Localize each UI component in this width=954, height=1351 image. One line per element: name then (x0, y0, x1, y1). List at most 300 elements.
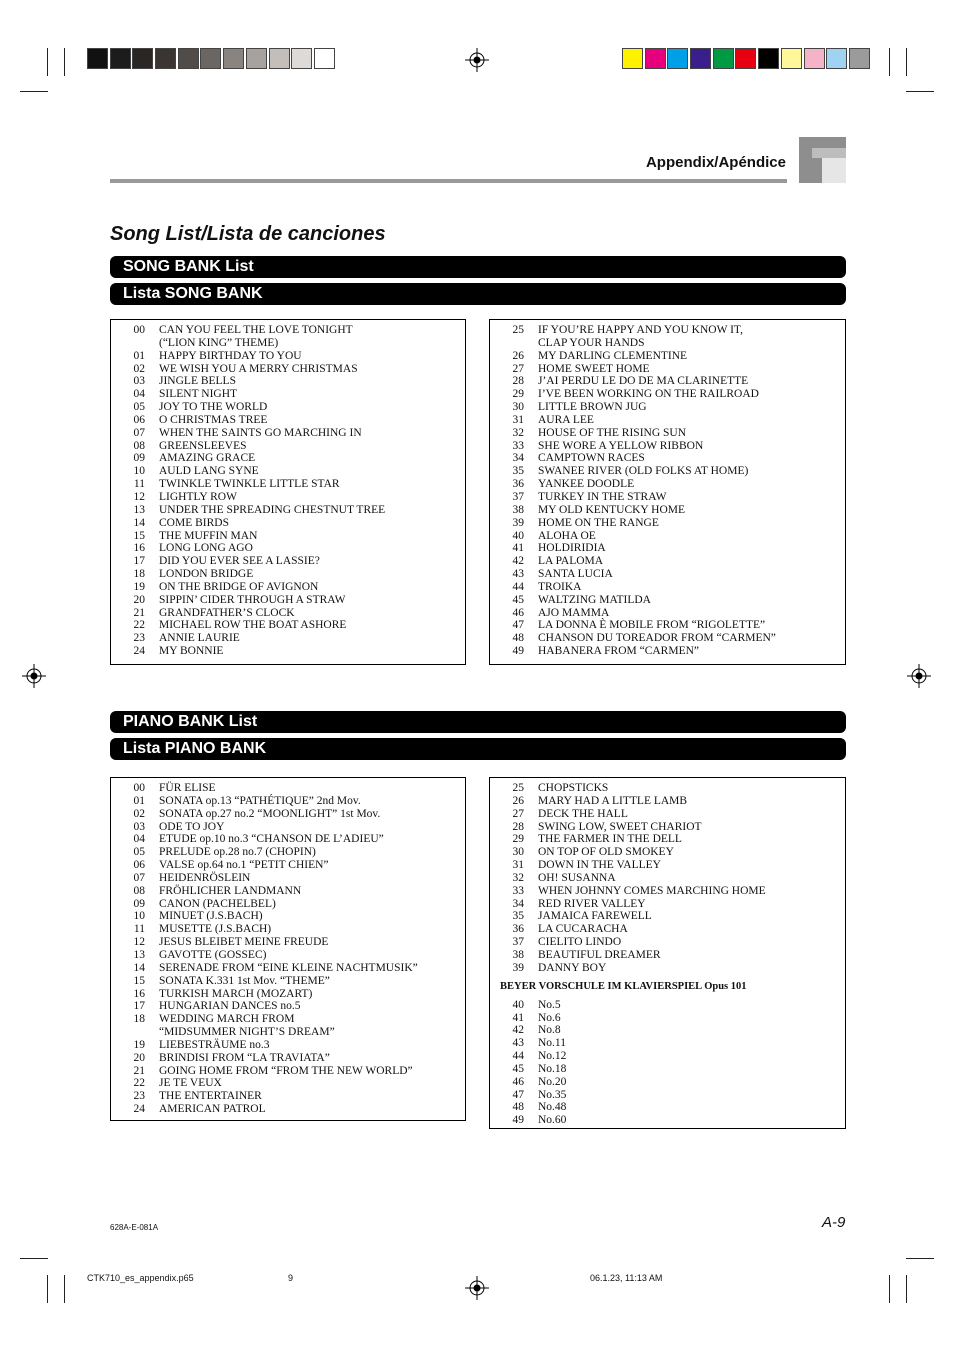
list-item (111, 1013, 465, 1026)
item-number: 46 (512, 1075, 524, 1088)
list-item (111, 949, 465, 962)
list-item (490, 363, 845, 376)
item-title: No.60 (538, 1114, 567, 1127)
item-title: ALOHA OE (538, 529, 596, 542)
item-number: 07 (133, 871, 145, 884)
list-item (111, 504, 465, 517)
color-swatch (645, 48, 666, 69)
color-swatch (178, 48, 199, 69)
item-number: 23 (133, 632, 145, 645)
piano-list-box-left (110, 777, 466, 1121)
item-title: HOLDIRIDIA (538, 542, 606, 555)
item-number: 22 (133, 619, 145, 632)
item-number: 12 (133, 490, 145, 503)
color-swatch (110, 48, 131, 69)
item-number: 38 (512, 948, 524, 961)
list-item (490, 324, 845, 337)
list-item (111, 324, 465, 337)
item-title: LA DONNA È MOBILE FROM “RIGOLETTE” (538, 619, 766, 632)
item-title: AJO MAMMA (538, 606, 610, 619)
list-item (490, 388, 845, 401)
corner-tab (822, 158, 846, 183)
item-title: No.5 (538, 998, 561, 1011)
sheet-number: 9 (288, 1273, 294, 1283)
item-number: 19 (133, 1038, 145, 1051)
list-item (490, 885, 845, 898)
list-item (490, 872, 845, 885)
list-item (111, 427, 465, 440)
list-item (111, 833, 465, 846)
crop-mark (64, 48, 65, 76)
color-swatch (826, 48, 847, 69)
list-item (490, 645, 845, 658)
item-title: AMERICAN PATROL (159, 1103, 266, 1116)
crop-mark (889, 1275, 890, 1303)
item-title: MUSETTE (J.S.BACH) (159, 923, 272, 936)
item-number: 00 (133, 782, 145, 794)
list-item (490, 607, 845, 620)
list-item (490, 337, 845, 350)
list-item (490, 440, 845, 453)
item-title: IF YOU’RE HAPPY AND YOU KNOW IT, (538, 324, 743, 336)
item-title: LONDON BRIDGE (159, 568, 254, 581)
item-title: No.20 (538, 1075, 567, 1088)
item-title: SILENT NIGHT (159, 388, 238, 401)
list-item (490, 808, 845, 821)
list-item (111, 1000, 465, 1013)
item-number: 37 (512, 490, 524, 503)
item-title: MARY HAD A LITTLE LAMB (538, 794, 688, 807)
song-bank-band: SONG BANK List (110, 256, 846, 278)
item-number: 03 (133, 375, 145, 388)
item-title: DANNY BOY (538, 961, 607, 974)
item-number: 01 (133, 349, 145, 362)
item-number: 24 (133, 645, 145, 658)
list-item (490, 504, 845, 517)
item-number (490, 337, 524, 350)
item-number: 15 (133, 974, 145, 987)
beyer-list (490, 999, 845, 1127)
item-number: 35 (512, 910, 524, 923)
item-title: AMAZING GRACE (159, 452, 256, 465)
list-item (111, 885, 465, 898)
list-item (111, 1103, 465, 1116)
item-title: RED RIVER VALLEY (538, 897, 646, 910)
list-item (111, 465, 465, 478)
item-title: LIGHTLY ROW (159, 490, 237, 503)
list-item (111, 440, 465, 453)
item-number: 22 (133, 1077, 145, 1090)
item-title: WHEN JOHNNY COMES MARCHING HOME (538, 884, 766, 897)
item-title: O CHRISTMAS TREE (159, 413, 268, 426)
piano-bank-band-es: Lista PIANO BANK (110, 738, 846, 760)
item-title: UNDER THE SPREADING CHESTNUT TREE (159, 503, 386, 516)
item-number: 13 (133, 503, 145, 516)
song-list (490, 324, 845, 658)
item-number: 34 (512, 897, 524, 910)
item-number: 09 (133, 897, 145, 910)
piano-bank-band: PIANO BANK List (110, 711, 846, 733)
color-swatch (713, 48, 734, 69)
list-item (490, 465, 845, 478)
item-number: 16 (133, 987, 145, 1000)
item-number: 14 (133, 961, 145, 974)
item-title: HAPPY BIRTHDAY TO YOU (159, 349, 302, 362)
list-item (111, 821, 465, 834)
list-item (490, 350, 845, 363)
item-title: TURKISH MARCH (MOZART) (159, 987, 313, 1000)
crop-mark (47, 48, 48, 76)
song-list-box-left (110, 319, 466, 665)
item-title: SONATA K.331 1st Mov. “THEME” (159, 974, 330, 987)
piano-list-box-right (489, 777, 846, 1129)
list-item (490, 821, 845, 834)
list-item (490, 1101, 845, 1114)
item-number: 49 (512, 645, 524, 658)
item-title: SHE WORE A YELLOW RIBBON (538, 439, 704, 452)
item-title: No.48 (538, 1101, 567, 1114)
beyer-heading: BEYER VORSCHULE IM KLAVIERSPIEL Opus 101 (500, 980, 747, 992)
item-number: 13 (133, 948, 145, 961)
list-item (111, 923, 465, 936)
item-number: 00 (133, 324, 145, 336)
list-item (490, 846, 845, 859)
list-item (111, 846, 465, 859)
list-item (490, 1089, 845, 1102)
item-title: LA PALOMA (538, 555, 604, 568)
item-title: HABANERA FROM “CARMEN” (538, 645, 700, 658)
item-title: No.18 (538, 1062, 567, 1075)
item-title: THE MUFFIN MAN (159, 529, 258, 542)
corner-tab (812, 148, 846, 158)
list-item (111, 1090, 465, 1103)
item-title: SONATA op.13 “PATHÉTIQUE” 2nd Mov. (159, 794, 361, 807)
item-title: MICHAEL ROW THE BOAT ASHORE (159, 619, 347, 632)
item-title: TWINKLE TWINKLE LITTLE STAR (159, 478, 340, 491)
crop-mark (906, 1275, 907, 1303)
crop-mark (20, 91, 48, 92)
item-title: CHANSON DU TOREADOR FROM “CARMEN” (538, 632, 776, 645)
item-title: J’AI PERDU LE DO DE MA CLARINETTE (538, 375, 749, 388)
item-number: 12 (133, 936, 145, 949)
color-swatch (269, 48, 290, 69)
song-list-box-right (489, 319, 846, 665)
item-title: THE ENTERTAINER (159, 1090, 262, 1103)
item-number (111, 1026, 145, 1039)
item-number: 15 (133, 529, 145, 542)
list-item (111, 782, 465, 795)
item-number: 47 (512, 1088, 524, 1101)
color-swatch (758, 48, 779, 69)
item-title: TURKEY IN THE STRAW (538, 490, 667, 503)
item-title: OH! SUSANNA (538, 871, 616, 884)
item-number: 42 (512, 555, 524, 568)
list-item (490, 581, 845, 594)
item-title: GRANDFATHER’S CLOCK (159, 606, 295, 619)
list-item (490, 414, 845, 427)
list-item (111, 936, 465, 949)
item-title: GOING HOME FROM “FROM THE NEW WORLD” (159, 1064, 413, 1077)
list-item (490, 910, 845, 923)
item-title: AURA LEE (538, 413, 594, 426)
list-item (490, 999, 845, 1012)
item-number: 03 (133, 820, 145, 833)
color-swatch (667, 48, 688, 69)
item-title: WHEN THE SAINTS GO MARCHING IN (159, 426, 362, 439)
item-title: JESUS BLEIBET MEINE FREUDE (159, 936, 329, 949)
item-number: 45 (512, 593, 524, 606)
item-number: 37 (512, 936, 524, 949)
item-number: 08 (133, 884, 145, 897)
color-swatch (200, 48, 221, 69)
list-item (490, 478, 845, 491)
item-number: 17 (133, 1000, 145, 1013)
crop-mark (906, 1258, 934, 1259)
list-item (490, 923, 845, 936)
list-item (490, 555, 845, 568)
item-title: No.6 (538, 1011, 561, 1024)
section-header: Appendix/Apéndice (645, 154, 786, 171)
item-title: DOWN IN THE VALLEY (538, 859, 661, 872)
list-item (490, 833, 845, 846)
list-item (111, 530, 465, 543)
item-title: LIEBESTRÄUME no.3 (159, 1038, 270, 1051)
item-number: 06 (133, 413, 145, 426)
color-swatch (804, 48, 825, 69)
item-title: HOUSE OF THE RISING SUN (538, 426, 687, 439)
item-number: 23 (133, 1090, 145, 1103)
list-item (490, 1037, 845, 1050)
item-title: FÜR ELISE (159, 782, 216, 794)
item-number: 26 (512, 349, 524, 362)
list-item (490, 542, 845, 555)
item-number: 05 (133, 846, 145, 859)
item-number: 34 (512, 452, 524, 465)
piano-list (490, 782, 845, 975)
item-title: YANKEE DOODLE (538, 478, 635, 491)
list-item (111, 962, 465, 975)
item-number: 10 (133, 910, 145, 923)
item-number: 44 (512, 1050, 524, 1063)
item-number: 43 (512, 568, 524, 581)
list-item (111, 581, 465, 594)
list-item (111, 1077, 465, 1090)
color-swatch (314, 48, 335, 69)
item-title: JOY TO THE WORLD (159, 401, 268, 414)
item-title: AULD LANG SYNE (159, 465, 259, 478)
list-item (490, 632, 845, 645)
item-title: MY DARLING CLEMENTINE (538, 349, 688, 362)
item-number: 35 (512, 465, 524, 478)
item-title: No.12 (538, 1050, 567, 1063)
item-number: 46 (512, 606, 524, 619)
item-number: 11 (133, 923, 145, 936)
list-item (490, 1050, 845, 1063)
item-number: 18 (133, 1013, 145, 1026)
item-title: DECK THE HALL (538, 807, 628, 820)
item-title: GAVOTTE (GOSSEC) (159, 948, 267, 961)
item-number: 28 (512, 375, 524, 388)
item-title: PRELUDE op.28 no.7 (CHOPIN) (159, 846, 316, 859)
item-number: 44 (512, 580, 524, 593)
item-title: WALTZING MATILDA (538, 593, 651, 606)
item-number: 41 (512, 1011, 524, 1024)
item-title: JINGLE BELLS (159, 375, 236, 388)
item-title: LITTLE BROWN JUG (538, 401, 647, 414)
item-title: I’VE BEEN WORKING ON THE RAILROAD (538, 388, 759, 401)
list-item (111, 910, 465, 923)
item-number: 33 (512, 884, 524, 897)
item-number: 45 (512, 1062, 524, 1075)
list-item (111, 414, 465, 427)
registration-mark-icon (465, 1276, 489, 1300)
item-title: BRINDISI FROM “LA TRAVIATA” (159, 1051, 330, 1064)
item-number: 32 (512, 871, 524, 884)
item-number (111, 337, 145, 350)
list-item (490, 962, 845, 975)
page-title: Song List/Lista de canciones (110, 223, 386, 245)
item-title: HUNGARIAN DANCES no.5 (159, 1000, 301, 1013)
list-item (490, 1024, 845, 1037)
list-item (490, 782, 845, 795)
item-number: 40 (512, 998, 524, 1011)
item-number: 48 (512, 632, 524, 645)
item-number: 11 (133, 478, 145, 491)
item-number: 39 (512, 961, 524, 974)
list-item (490, 452, 845, 465)
list-item (111, 388, 465, 401)
item-title: No.35 (538, 1088, 567, 1101)
item-title: HOME ON THE RANGE (538, 516, 659, 529)
item-number: 24 (133, 1103, 145, 1116)
item-title: CIELITO LINDO (538, 936, 622, 949)
color-swatch (781, 48, 802, 69)
item-number: 08 (133, 439, 145, 452)
list-item (111, 517, 465, 530)
item-number: 14 (133, 516, 145, 529)
crop-mark (906, 91, 934, 92)
item-number: 42 (512, 1024, 524, 1037)
item-number: 29 (512, 388, 524, 401)
item-title: MY BONNIE (159, 645, 224, 658)
list-item (111, 1065, 465, 1078)
list-item (111, 795, 465, 808)
item-title: DID YOU EVER SEE A LASSIE? (159, 555, 320, 568)
piano-list (111, 782, 465, 1116)
list-item (490, 401, 845, 414)
item-title: JAMAICA FAREWELL (538, 910, 652, 923)
item-number: 18 (133, 568, 145, 581)
item-number: 39 (512, 516, 524, 529)
item-title: SWANEE RIVER (OLD FOLKS AT HOME) (538, 465, 749, 478)
item-title: WE WISH YOU A MERRY CHRISTMAS (159, 362, 358, 375)
item-title: CANON (PACHELBEL) (159, 897, 276, 910)
list-item (111, 859, 465, 872)
item-number: 31 (512, 859, 524, 872)
item-title: SERENADE FROM “EINE KLEINE NACHTMUSIK” (159, 961, 418, 974)
item-number: 33 (512, 439, 524, 452)
list-item (490, 491, 845, 504)
list-item (490, 936, 845, 949)
color-swatch (155, 48, 176, 69)
doc-code: 628A-E-081A (110, 1223, 159, 1232)
item-title: MINUET (J.S.BACH) (159, 910, 263, 923)
item-number: 47 (512, 619, 524, 632)
item-number: 30 (512, 401, 524, 414)
item-title: No.11 (538, 1037, 567, 1050)
page-number: A-9 (822, 1214, 846, 1231)
item-number: 19 (133, 580, 145, 593)
color-swatch (87, 48, 108, 69)
list-item (111, 452, 465, 465)
list-item (111, 568, 465, 581)
item-number: 20 (133, 1051, 145, 1064)
item-number: 05 (133, 401, 145, 414)
crop-mark (889, 48, 890, 76)
item-title: No.8 (538, 1024, 561, 1037)
list-item (490, 1063, 845, 1076)
item-number: 27 (512, 362, 524, 375)
item-number: 26 (512, 794, 524, 807)
print-timestamp: 06.1.23, 11:13 AM (590, 1273, 663, 1283)
color-swatch (690, 48, 711, 69)
list-item (490, 427, 845, 440)
crop-mark (20, 1258, 48, 1259)
crop-mark (47, 1275, 48, 1303)
list-item (490, 795, 845, 808)
item-number: 02 (133, 807, 145, 820)
list-item (111, 337, 465, 350)
item-number: 04 (133, 833, 145, 846)
item-number: 10 (133, 465, 145, 478)
list-item (111, 555, 465, 568)
list-item (111, 491, 465, 504)
list-item (111, 1026, 465, 1039)
item-title: COME BIRDS (159, 516, 229, 529)
item-title: SONATA op.27 no.2 “MOONLIGHT” 1st Mov. (159, 807, 381, 820)
item-number: 21 (133, 1064, 145, 1077)
color-swatch (291, 48, 312, 69)
item-title: FRÖHLICHER LANDMANN (159, 884, 302, 897)
list-item (111, 898, 465, 911)
list-item (490, 530, 845, 543)
list-item (111, 375, 465, 388)
list-item (490, 859, 845, 872)
item-number: 21 (133, 606, 145, 619)
list-item (111, 607, 465, 620)
color-swatch (849, 48, 870, 69)
item-number: 01 (133, 794, 145, 807)
list-item (490, 1114, 845, 1127)
item-title: JE TE VEUX (159, 1077, 222, 1090)
list-item (490, 568, 845, 581)
list-item (490, 949, 845, 962)
item-number: 07 (133, 426, 145, 439)
list-item (111, 975, 465, 988)
color-bar (622, 48, 872, 69)
list-item (111, 594, 465, 607)
item-title: GREENSLEEVES (159, 439, 247, 452)
crop-mark (906, 48, 907, 76)
item-title: ON TOP OF OLD SMOKEY (538, 846, 674, 859)
list-item (111, 478, 465, 491)
item-number: 36 (512, 923, 524, 936)
item-title: CHOPSTICKS (538, 782, 609, 794)
color-swatch (223, 48, 244, 69)
list-item (111, 632, 465, 645)
item-number: 16 (133, 542, 145, 555)
item-number: 36 (512, 478, 524, 491)
